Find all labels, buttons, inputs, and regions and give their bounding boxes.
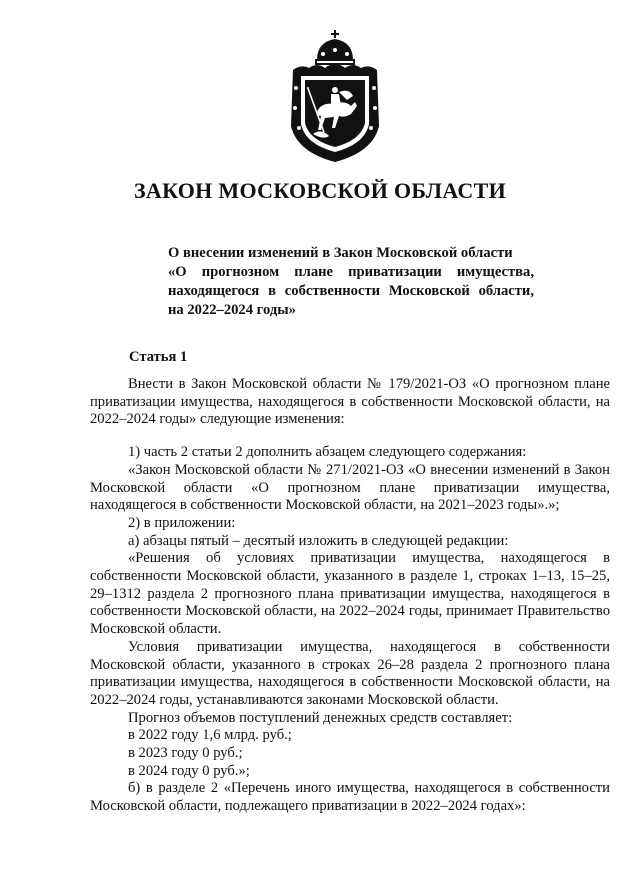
paragraph: «Решения об условиях приватизации имущества, находящегося в собственности Московской области, указанного в разделе 1, строках 1–13, 15–25, 29–1312 раздела 2 прогнозного плана приватизации имущества, находящегося в собственности Московской области, на 2022–2024 годы, принимает Правительство Московской области. <box>90 550 610 638</box>
subtitle-line: О внесении изменений в Закон Московской области <box>168 245 513 261</box>
paragraph: б) в разделе 2 «Перечень иного имущества, находящегося в собственности Московской области, подлежащего приватизации в 2022–2024 годах»: <box>90 780 610 815</box>
coat-of-arms-icon <box>287 30 383 164</box>
subtitle-line: находящегося в собственности Московской области, <box>168 283 534 299</box>
document-body <box>90 376 610 816</box>
paragraph: 1) часть 2 статьи 2 дополнить абзацем следующего содержания: <box>128 444 527 461</box>
paragraph: в 2024 году 0 руб.»; <box>128 762 250 779</box>
paragraph: 2) в приложении: <box>128 514 236 531</box>
document-title: ЗАКОН МОСКОВСКОЙ ОБЛАСТИ <box>133 178 507 203</box>
subtitle-line: на 2022–2024 годы» <box>168 302 296 318</box>
paragraph: Условия приватизации имущества, находящегося в собственности Московской области, указанного в строках 26–28 раздела 2 прогнозного плана приватизации имущества, находящегося в собственности Московской области, на 2022–2024 годы, устанавливаются законами Московской области. <box>90 638 610 708</box>
article-heading: Статья 1 <box>129 349 188 365</box>
paragraph: Прогноз объемов поступлений денежных средств составляет: <box>128 709 513 726</box>
paragraph: а) абзацы пятый – десятый изложить в следующей редакции: <box>128 532 509 549</box>
subtitle-line: «О прогнозном плане приватизации имущества, <box>168 264 534 280</box>
law-subtitle <box>168 244 534 320</box>
paragraph: «Закон Московской области № 271/2021-ОЗ «О внесении изменений в Закон Московской области «О прогнозном плане приватизации имущества, находящегося в собственности Московской области, на 2021–2023 годы».»; <box>90 461 610 514</box>
paragraph: Внести в Закон Московской области № 179/2021-ОЗ «О прогнозном плане приватизации имущества, находящегося в собственности Московской области, на 2022–2024 годы» следующие изменения: <box>90 376 610 428</box>
paragraph: в 2023 году 0 руб.; <box>128 745 243 762</box>
paragraph: в 2022 году 1,6 млрд. руб.; <box>128 727 292 744</box>
